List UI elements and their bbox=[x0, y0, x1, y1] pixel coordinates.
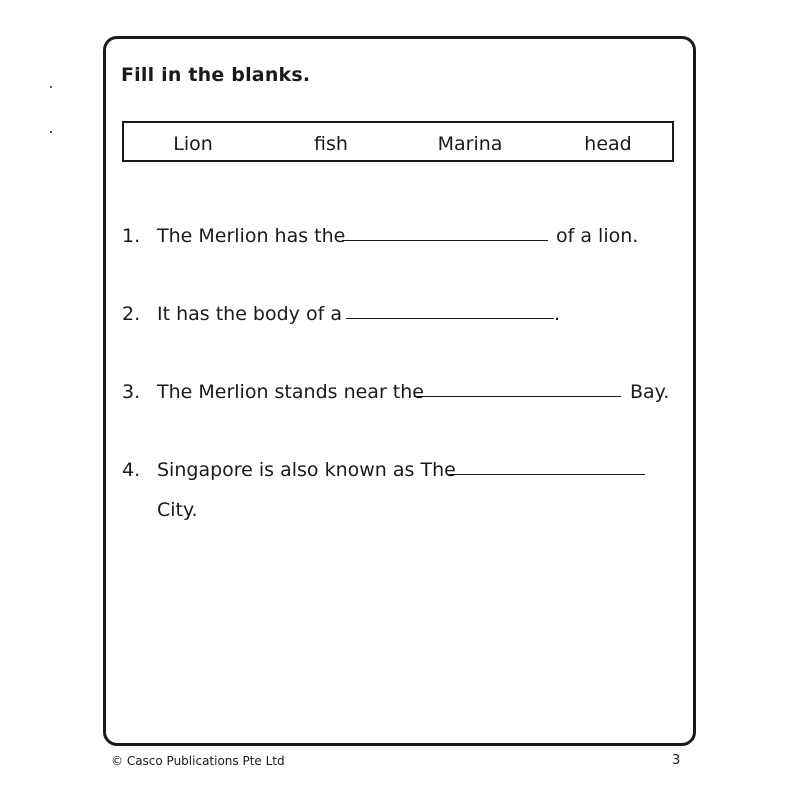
question-text-end: of a lion. bbox=[556, 225, 639, 247]
question-text-end: Bay. bbox=[630, 381, 670, 403]
margin-mark bbox=[50, 131, 52, 133]
copyright-notice: © Casco Publications Pte Ltd bbox=[111, 754, 285, 768]
answer-blank-2[interactable] bbox=[346, 318, 554, 319]
page-number: 3 bbox=[672, 753, 681, 768]
answer-blank-1[interactable] bbox=[342, 240, 548, 241]
question-text: The Merlion has the bbox=[157, 225, 346, 247]
word-bank-item: fish bbox=[314, 133, 348, 155]
word-bank-item: Lion bbox=[173, 133, 213, 155]
margin-mark bbox=[50, 86, 52, 88]
answer-blank-4[interactable] bbox=[449, 474, 645, 475]
question-number: 2. bbox=[122, 303, 141, 325]
word-bank bbox=[122, 121, 674, 162]
question-text: Singapore is also known as The bbox=[157, 459, 456, 481]
question-text-end: City. bbox=[157, 499, 198, 521]
question-text: It has the body of a bbox=[157, 303, 342, 325]
word-bank-item: head bbox=[584, 133, 632, 155]
question-number: 3. bbox=[122, 381, 141, 403]
question-number: 1. bbox=[122, 225, 141, 247]
question-number: 4. bbox=[122, 459, 141, 481]
instruction-heading: Fill in the blanks. bbox=[121, 64, 311, 86]
answer-blank-3[interactable] bbox=[414, 396, 621, 397]
word-bank-item: Marina bbox=[437, 133, 503, 155]
question-text: The Merlion stands near the bbox=[157, 381, 424, 403]
question-text-end: . bbox=[554, 303, 561, 325]
